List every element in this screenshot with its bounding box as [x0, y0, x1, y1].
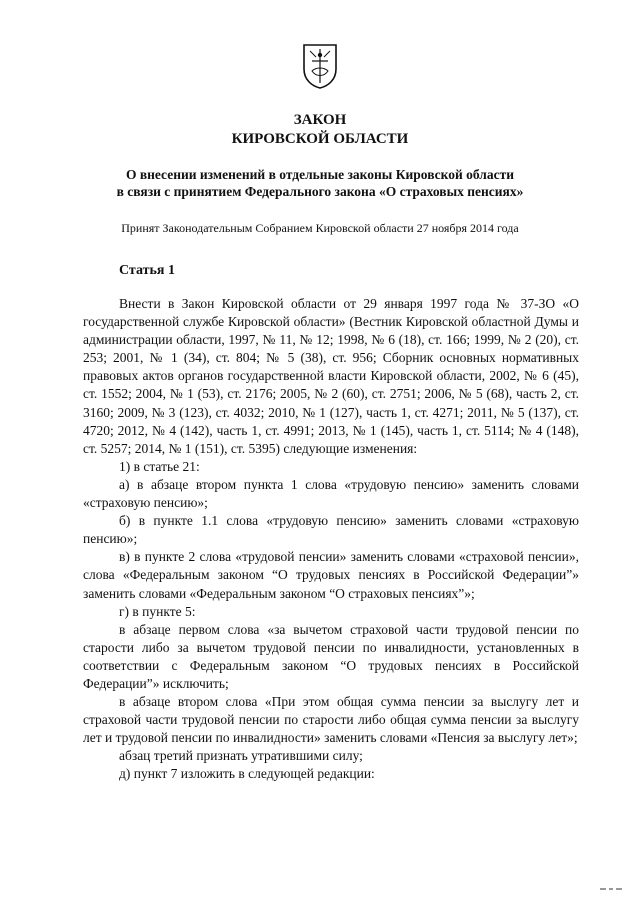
- article-paragraph: б) в пункте 1.1 слова «трудовую пенсию» заменить словами «страховую пенсию»;: [83, 513, 579, 547]
- law-subtitle-line-2: в связи с принятием Федерального закона «О страховых пенсиях»: [116, 184, 524, 199]
- article-paragraph: Внести в Закон Кировской области от 29 января 1997 года № 37-ЗО «О государственной службе Кировской области» (Вестник Кировской областной Думы и администрации области, 1997, № 11, № 12; 1998, № 6 (18), ст. 166; 1999, № 2 (20), ст. 253; 2001, № 1 (34), ст. 804; № 5 (38), ст. 956; Сборник основных нормативных правовых актов органов государственной власти Кировской области, 2002, № 6 (45), ст. 1552; 2004, № 1 (53), ст. 2176; 2005, № 2 (60), ст. 2751; 2006, № 5 (68), часть 2, ст. 3160; 2009, № 3 (123), ст. 4032; 2010, № 1 (127), часть 1, ст. 4271; 2011, № 5 (137), ст. 4720; 2012, № 4 (142), часть 1, ст. 4991; 2013, № 1 (145), часть 1, ст. 5114; № 4 (148), ст. 5257; 2014, № 1 (151), ст. 5395) следующие изменения:: [83, 296, 579, 456]
- article-paragraph: а) в абзаце втором пункта 1 слова «трудовую пенсию» заменить словами «страховую пенсию»;: [83, 476, 579, 511]
- coat-of-arms-icon: [302, 43, 338, 89]
- article-paragraph: д) пункт 7 изложить в следующей редакции:: [119, 766, 375, 782]
- law-title-line-2: КИРОВСКОЙ ОБЛАСТИ: [231, 131, 409, 147]
- law-title: [0, 111, 640, 149]
- article-paragraph: в абзаце втором слова «При этом общая сумма пенсии за выслугу лет и страховой части трудовой пенсии по старости либо общая сумма пенсии за выслугу лет и трудовой пенсии по инвалидности» заменить словами «Пенсия за выслугу лет»;: [83, 694, 579, 746]
- article-heading: Статья 1: [119, 263, 175, 278]
- article-paragraph: г) в пункте 5:: [119, 603, 196, 619]
- article-paragraph: в) в пункте 2 слова «трудовой пенсии» заменить словами «страховой пенсии», слова «Федеральным законом “О трудовых пенсиях в Российской Федерации”» заменить словами «Федеральным законом “О страховых пенсиях”»;: [83, 549, 579, 601]
- scan-mark-icon: [600, 888, 622, 891]
- law-title-line-1: ЗАКОН: [293, 112, 347, 128]
- article-paragraph: 1) в статье 21:: [119, 458, 200, 474]
- law-subtitle: [0, 166, 640, 200]
- article-paragraph: в абзаце первом слова «за вычетом страховой части трудовой пенсии по старости либо за вычетом трудовой пенсии по инвалидности, установленных в соответствии с Федеральным законом “О трудовых пенсиях в Российской Федерации”» исключить;: [83, 621, 579, 691]
- adoption-statement: Принят Законодательным Собранием Кировской области 27 ноября 2014 года: [121, 221, 519, 235]
- article-body: [83, 295, 579, 784]
- article-paragraph: абзац третий признать утратившими силу;: [119, 748, 363, 764]
- law-subtitle-line-1: О внесении изменений в отдельные законы Кировской области: [125, 167, 515, 182]
